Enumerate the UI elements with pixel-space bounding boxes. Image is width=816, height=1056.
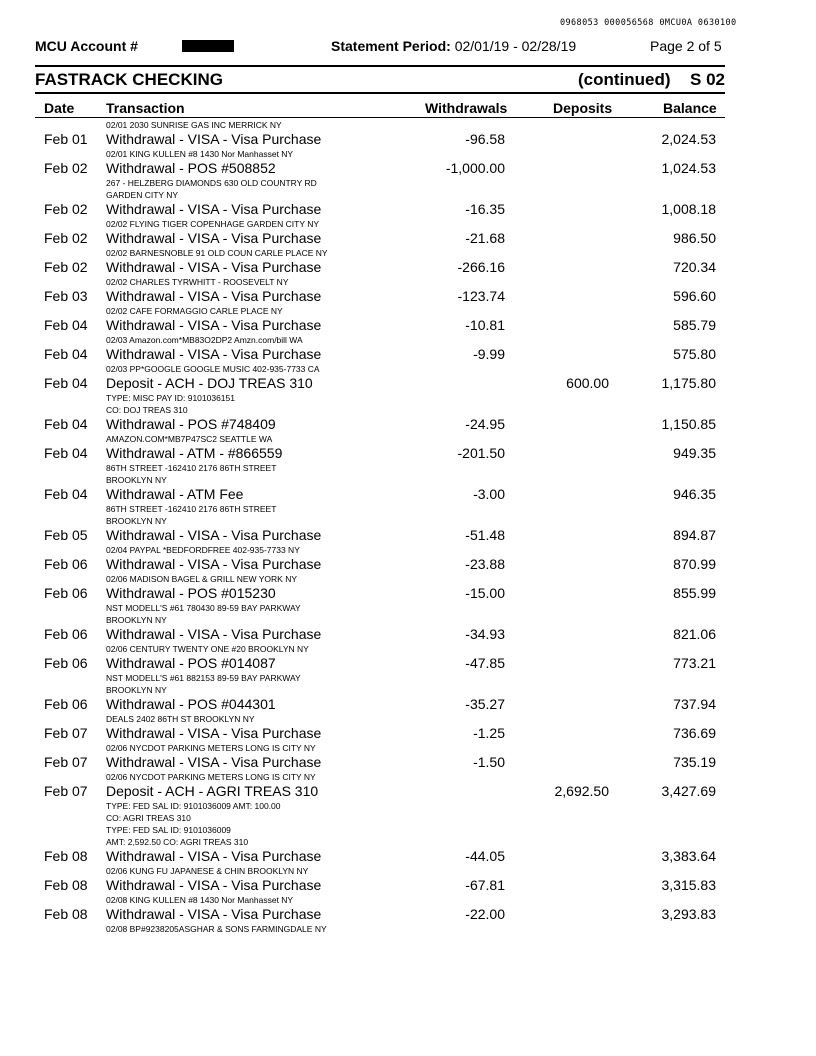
transaction-detail-line: CO: AGRI TREAS 310 bbox=[106, 813, 191, 823]
balance-amount: 821.06 bbox=[673, 626, 716, 642]
transaction-detail-line: TYPE: MISC PAY ID: 9101036151 bbox=[106, 393, 235, 403]
transaction-date: Feb 02 bbox=[44, 160, 88, 176]
balance-amount: 3,383.64 bbox=[661, 848, 716, 864]
transaction-row bbox=[0, 131, 816, 160]
transaction-description: Withdrawal - VISA - Visa Purchase bbox=[106, 317, 322, 333]
section-title: FASTRACK CHECKING bbox=[35, 70, 223, 89]
withdrawal-amount: -44.05 bbox=[465, 848, 505, 864]
transaction-date: Feb 02 bbox=[44, 259, 88, 275]
withdrawal-amount: -22.00 bbox=[465, 906, 505, 922]
withdrawal-amount: -21.68 bbox=[465, 230, 505, 246]
balance-amount: 1,175.80 bbox=[661, 375, 716, 391]
transaction-date: Feb 07 bbox=[44, 725, 88, 741]
transaction-description: Withdrawal - VISA - Visa Purchase bbox=[106, 906, 322, 922]
transaction-detail-line: 02/06 NYCDOT PARKING METERS LONG IS CITY NY bbox=[106, 772, 316, 782]
col-transaction: Transaction bbox=[106, 100, 185, 116]
transaction-date: Feb 06 bbox=[44, 696, 88, 712]
transaction-row bbox=[0, 445, 816, 486]
transaction-details bbox=[106, 363, 816, 375]
withdrawal-amount: -23.88 bbox=[465, 556, 505, 572]
col-balance: Balance bbox=[663, 100, 717, 116]
transaction-description: Withdrawal - POS #044301 bbox=[106, 696, 276, 712]
transaction-date: Feb 07 bbox=[44, 754, 88, 770]
transaction-details bbox=[106, 643, 816, 655]
balance-amount: 773.21 bbox=[673, 655, 716, 671]
period-value: 02/01/19 - 02/28/19 bbox=[454, 38, 577, 54]
transaction-details bbox=[106, 602, 816, 626]
withdrawal-amount: -1.25 bbox=[473, 725, 505, 741]
section-code: S 02 bbox=[690, 70, 725, 89]
balance-amount: 575.80 bbox=[673, 346, 716, 362]
transaction-detail-line: GARDEN CITY NY bbox=[106, 190, 179, 200]
withdrawal-amount: -35.27 bbox=[465, 696, 505, 712]
balance-amount: 1,008.18 bbox=[661, 201, 716, 217]
deposit-amount: 600.00 bbox=[566, 375, 609, 391]
transaction-detail-line: 02/01 KING KULLEN #8 1430 Nor Manhasset NY bbox=[106, 149, 294, 159]
withdrawal-amount: -1.50 bbox=[473, 754, 505, 770]
transaction-row bbox=[0, 848, 816, 877]
transaction-details bbox=[106, 573, 816, 585]
balance-amount: 986.50 bbox=[673, 230, 716, 246]
transaction-description: Withdrawal - VISA - Visa Purchase bbox=[106, 848, 322, 864]
transaction-details bbox=[106, 334, 816, 346]
balance-amount: 3,315.83 bbox=[661, 877, 716, 893]
withdrawal-amount: -3.00 bbox=[473, 486, 505, 502]
column-rule bbox=[35, 117, 725, 118]
section-rule bbox=[35, 92, 725, 94]
balance-amount: 946.35 bbox=[673, 486, 716, 502]
deposit-amount: 2,692.50 bbox=[554, 783, 609, 799]
withdrawal-amount: -10.81 bbox=[465, 317, 505, 333]
transaction-detail-line: AMAZON.COM*MB7P47SC2 SEATTLE WA bbox=[106, 434, 273, 444]
transaction-row bbox=[0, 877, 816, 906]
transaction-date: Feb 04 bbox=[44, 445, 88, 461]
transaction-details bbox=[106, 672, 816, 696]
withdrawal-amount: -24.95 bbox=[465, 416, 505, 432]
transaction-description: Withdrawal - VISA - Visa Purchase bbox=[106, 346, 322, 362]
transaction-detail-line: 02/06 CENTURY TWENTY ONE #20 BROOKLYN NY bbox=[106, 644, 309, 654]
transaction-description: Withdrawal - VISA - Visa Purchase bbox=[106, 131, 322, 147]
transaction-details bbox=[106, 503, 816, 527]
page-number: Page 2 of 5 bbox=[650, 38, 722, 54]
transaction-row bbox=[0, 259, 816, 288]
transaction-detail-line: 86TH STREET -162410 2176 86TH STREET bbox=[106, 463, 277, 473]
transaction-date: Feb 04 bbox=[44, 486, 88, 502]
account-label: MCU Account # bbox=[35, 38, 138, 54]
balance-amount: 735.19 bbox=[673, 754, 716, 770]
statement-period bbox=[331, 38, 576, 54]
transaction-details bbox=[106, 247, 816, 259]
transaction-detail-line: 02/06 MADISON BAGEL & GRILL NEW YORK NY bbox=[106, 574, 297, 584]
section-heading bbox=[35, 70, 725, 90]
transaction-detail-line: AMT: 2,592.50 CO: AGRI TREAS 310 bbox=[106, 837, 249, 847]
withdrawal-amount: -51.48 bbox=[465, 527, 505, 543]
transaction-details bbox=[106, 392, 816, 416]
transaction-date: Feb 08 bbox=[44, 848, 88, 864]
transaction-detail-line: 02/02 BARNESNOBLE 91 OLD COUN CARLE PLACE NY bbox=[106, 248, 328, 258]
transaction-description: Withdrawal - VISA - Visa Purchase bbox=[106, 201, 322, 217]
transaction-detail-line: BROOKLYN NY bbox=[106, 475, 167, 485]
transaction-description: Withdrawal - ATM - #866559 bbox=[106, 445, 283, 461]
transaction-detail-line: 267 - HELZBERG DIAMONDS 630 OLD COUNTRY RD bbox=[106, 178, 317, 188]
transaction-detail-line: BROOKLYN NY bbox=[106, 615, 167, 625]
transaction-detail-line: CO: DOJ TREAS 310 bbox=[106, 405, 188, 415]
transaction-detail-line: NST MODELL'S #61 882153 89-59 BAY PARKWAY bbox=[106, 673, 301, 683]
transaction-details bbox=[106, 433, 816, 445]
balance-amount: 870.99 bbox=[673, 556, 716, 572]
transaction-detail-line: 02/03 Amazon.com*MB83O2DP2 Amzn.com/bill WA bbox=[106, 335, 303, 345]
transaction-row bbox=[0, 725, 816, 754]
transaction-row bbox=[0, 655, 816, 696]
statement-header bbox=[35, 38, 735, 54]
transaction-description: Withdrawal - VISA - Visa Purchase bbox=[106, 754, 322, 770]
transaction-detail-line: DEALS 2402 86TH ST BROOKLYN NY bbox=[106, 714, 255, 724]
transaction-description: Withdrawal - POS #014087 bbox=[106, 655, 276, 671]
transaction-description: Deposit - ACH - DOJ TREAS 310 bbox=[106, 375, 313, 391]
withdrawal-amount: -16.35 bbox=[465, 201, 505, 217]
transaction-details bbox=[106, 800, 816, 848]
transaction-row bbox=[0, 754, 816, 783]
transaction-row bbox=[0, 230, 816, 259]
transaction-row bbox=[0, 696, 816, 725]
transaction-details bbox=[106, 923, 816, 935]
col-deposits: Deposits bbox=[553, 100, 613, 116]
period-label: Statement Period: bbox=[331, 38, 451, 54]
transaction-row bbox=[0, 527, 816, 556]
transaction-date: Feb 08 bbox=[44, 877, 88, 893]
transaction-detail-line: 02/02 CHARLES TYRWHITT - ROOSEVELT NY bbox=[106, 277, 289, 287]
transaction-detail-line: 02/02 CAFE FORMAGGIO CARLE PLACE NY bbox=[106, 306, 283, 316]
balance-amount: 1,150.85 bbox=[661, 416, 716, 432]
transaction-detail-line: 02/03 PP*GOOGLE GOOGLE MUSIC 402-935-7733 CA bbox=[106, 364, 320, 374]
transaction-detail-line: 02/08 KING KULLEN #8 1430 Nor Manhasset NY bbox=[106, 895, 294, 905]
transaction-row bbox=[0, 288, 816, 317]
transaction-detail-line: BROOKLYN NY bbox=[106, 685, 167, 695]
withdrawal-amount: -123.74 bbox=[457, 288, 505, 304]
header-rule bbox=[35, 65, 725, 67]
transaction-row bbox=[0, 160, 816, 201]
withdrawal-amount: -15.00 bbox=[465, 585, 505, 601]
withdrawal-amount: -67.81 bbox=[465, 877, 505, 893]
transaction-details bbox=[106, 462, 816, 486]
transaction-list bbox=[0, 131, 816, 935]
balance-amount: 585.79 bbox=[673, 317, 716, 333]
transaction-detail-line: BROOKLYN NY bbox=[106, 516, 167, 526]
balance-amount: 596.60 bbox=[673, 288, 716, 304]
transaction-date: Feb 06 bbox=[44, 585, 88, 601]
column-headers bbox=[35, 100, 725, 116]
transaction-description: Withdrawal - POS #015230 bbox=[106, 585, 276, 601]
withdrawal-amount: -1,000.00 bbox=[445, 160, 505, 176]
transaction-row bbox=[0, 783, 816, 848]
transaction-date: Feb 05 bbox=[44, 527, 88, 543]
balance-amount: 894.87 bbox=[673, 527, 716, 543]
transaction-detail-line: 02/04 PAYPAL *BEDFORDFREE 402-935-7733 NY bbox=[106, 545, 300, 555]
transaction-date: Feb 06 bbox=[44, 626, 88, 642]
balance-amount: 737.94 bbox=[673, 696, 716, 712]
transaction-detail-line: 02/06 NYCDOT PARKING METERS LONG IS CITY NY bbox=[106, 743, 316, 753]
transaction-description: Withdrawal - VISA - Visa Purchase bbox=[106, 527, 322, 543]
withdrawal-amount: -47.85 bbox=[465, 655, 505, 671]
transaction-description: Withdrawal - ATM Fee bbox=[106, 486, 244, 502]
balance-amount: 2,024.53 bbox=[661, 131, 716, 147]
transaction-detail-line: NST MODELL'S #61 780430 89-59 BAY PARKWAY bbox=[106, 603, 301, 613]
transaction-description: Withdrawal - VISA - Visa Purchase bbox=[106, 556, 322, 572]
transaction-date: Feb 02 bbox=[44, 230, 88, 246]
transaction-description: Withdrawal - VISA - Visa Purchase bbox=[106, 725, 322, 741]
transaction-description: Withdrawal - POS #508852 bbox=[106, 160, 276, 176]
transaction-row bbox=[0, 317, 816, 346]
transaction-detail-line: 02/06 KUNG FU JAPANESE & CHIN BROOKLYN NY bbox=[106, 866, 309, 876]
carryover-detail: 02/01 2030 SUNRISE GAS INC MERRICK NY bbox=[106, 120, 282, 130]
transaction-date: Feb 04 bbox=[44, 416, 88, 432]
transaction-description: Withdrawal - POS #748409 bbox=[106, 416, 276, 432]
transaction-date: Feb 04 bbox=[44, 375, 88, 391]
transaction-details bbox=[106, 148, 816, 160]
transaction-details bbox=[106, 544, 816, 556]
transaction-detail-line: 02/08 BP#9238205ASGHAR & SONS FARMINGDALE NY bbox=[106, 924, 327, 934]
transaction-date: Feb 04 bbox=[44, 317, 88, 333]
balance-amount: 1,024.53 bbox=[661, 160, 716, 176]
transaction-details bbox=[106, 771, 816, 783]
section-continued: (continued) bbox=[578, 70, 671, 89]
transaction-description: Withdrawal - VISA - Visa Purchase bbox=[106, 288, 322, 304]
transaction-date: Feb 04 bbox=[44, 346, 88, 362]
col-date: Date bbox=[44, 100, 75, 116]
transaction-detail-line: TYPE: FED SAL ID: 9101036009 bbox=[106, 825, 231, 835]
transaction-description: Withdrawal - VISA - Visa Purchase bbox=[106, 230, 322, 246]
transaction-detail-line: TYPE: FED SAL ID: 9101036009 AMT: 100.00 bbox=[106, 801, 281, 811]
balance-amount: 736.69 bbox=[673, 725, 716, 741]
transaction-row bbox=[0, 585, 816, 626]
transaction-details bbox=[106, 305, 816, 317]
transaction-row bbox=[0, 556, 816, 585]
transaction-details bbox=[106, 894, 816, 906]
transaction-date: Feb 06 bbox=[44, 556, 88, 572]
transaction-date: Feb 06 bbox=[44, 655, 88, 671]
balance-amount: 720.34 bbox=[673, 259, 716, 275]
transaction-row bbox=[0, 416, 816, 445]
transaction-description: Withdrawal - VISA - Visa Purchase bbox=[106, 626, 322, 642]
transaction-row bbox=[0, 906, 816, 935]
col-withdrawals: Withdrawals bbox=[425, 100, 508, 116]
transaction-description: Withdrawal - VISA - Visa Purchase bbox=[106, 877, 322, 893]
transaction-row bbox=[0, 201, 816, 230]
transaction-date: Feb 02 bbox=[44, 201, 88, 217]
ocr-scanline: 0968053 000056568 0MCU0A 0630100 bbox=[560, 18, 737, 28]
balance-amount: 949.35 bbox=[673, 445, 716, 461]
balance-amount: 3,293.83 bbox=[661, 906, 716, 922]
transaction-details bbox=[106, 713, 816, 725]
transaction-date: Feb 08 bbox=[44, 906, 88, 922]
transaction-details bbox=[106, 276, 816, 288]
balance-amount: 3,427.69 bbox=[661, 783, 716, 799]
transaction-description: Deposit - ACH - AGRI TREAS 310 bbox=[106, 783, 319, 799]
transaction-row bbox=[0, 626, 816, 655]
transaction-date: Feb 01 bbox=[44, 131, 88, 147]
withdrawal-amount: -266.16 bbox=[457, 259, 505, 275]
transaction-detail-line: 02/02 FLYING TIGER COPENHAGE GARDEN CITY NY bbox=[106, 219, 320, 229]
transaction-date: Feb 07 bbox=[44, 783, 88, 799]
transaction-details bbox=[106, 742, 816, 754]
redacted-account-number bbox=[182, 40, 234, 52]
transaction-date: Feb 03 bbox=[44, 288, 88, 304]
transaction-details bbox=[106, 177, 816, 201]
withdrawal-amount: -96.58 bbox=[465, 131, 505, 147]
withdrawal-amount: -34.93 bbox=[465, 626, 505, 642]
transaction-details bbox=[106, 865, 816, 877]
transaction-description: Withdrawal - VISA - Visa Purchase bbox=[106, 259, 322, 275]
balance-amount: 855.99 bbox=[673, 585, 716, 601]
transaction-row bbox=[0, 346, 816, 375]
transaction-row bbox=[0, 486, 816, 527]
transaction-row bbox=[0, 375, 816, 416]
withdrawal-amount: -201.50 bbox=[457, 445, 505, 461]
transaction-details bbox=[106, 218, 816, 230]
transaction-detail-line: 86TH STREET -162410 2176 86TH STREET bbox=[106, 504, 277, 514]
withdrawal-amount: -9.99 bbox=[473, 346, 505, 362]
